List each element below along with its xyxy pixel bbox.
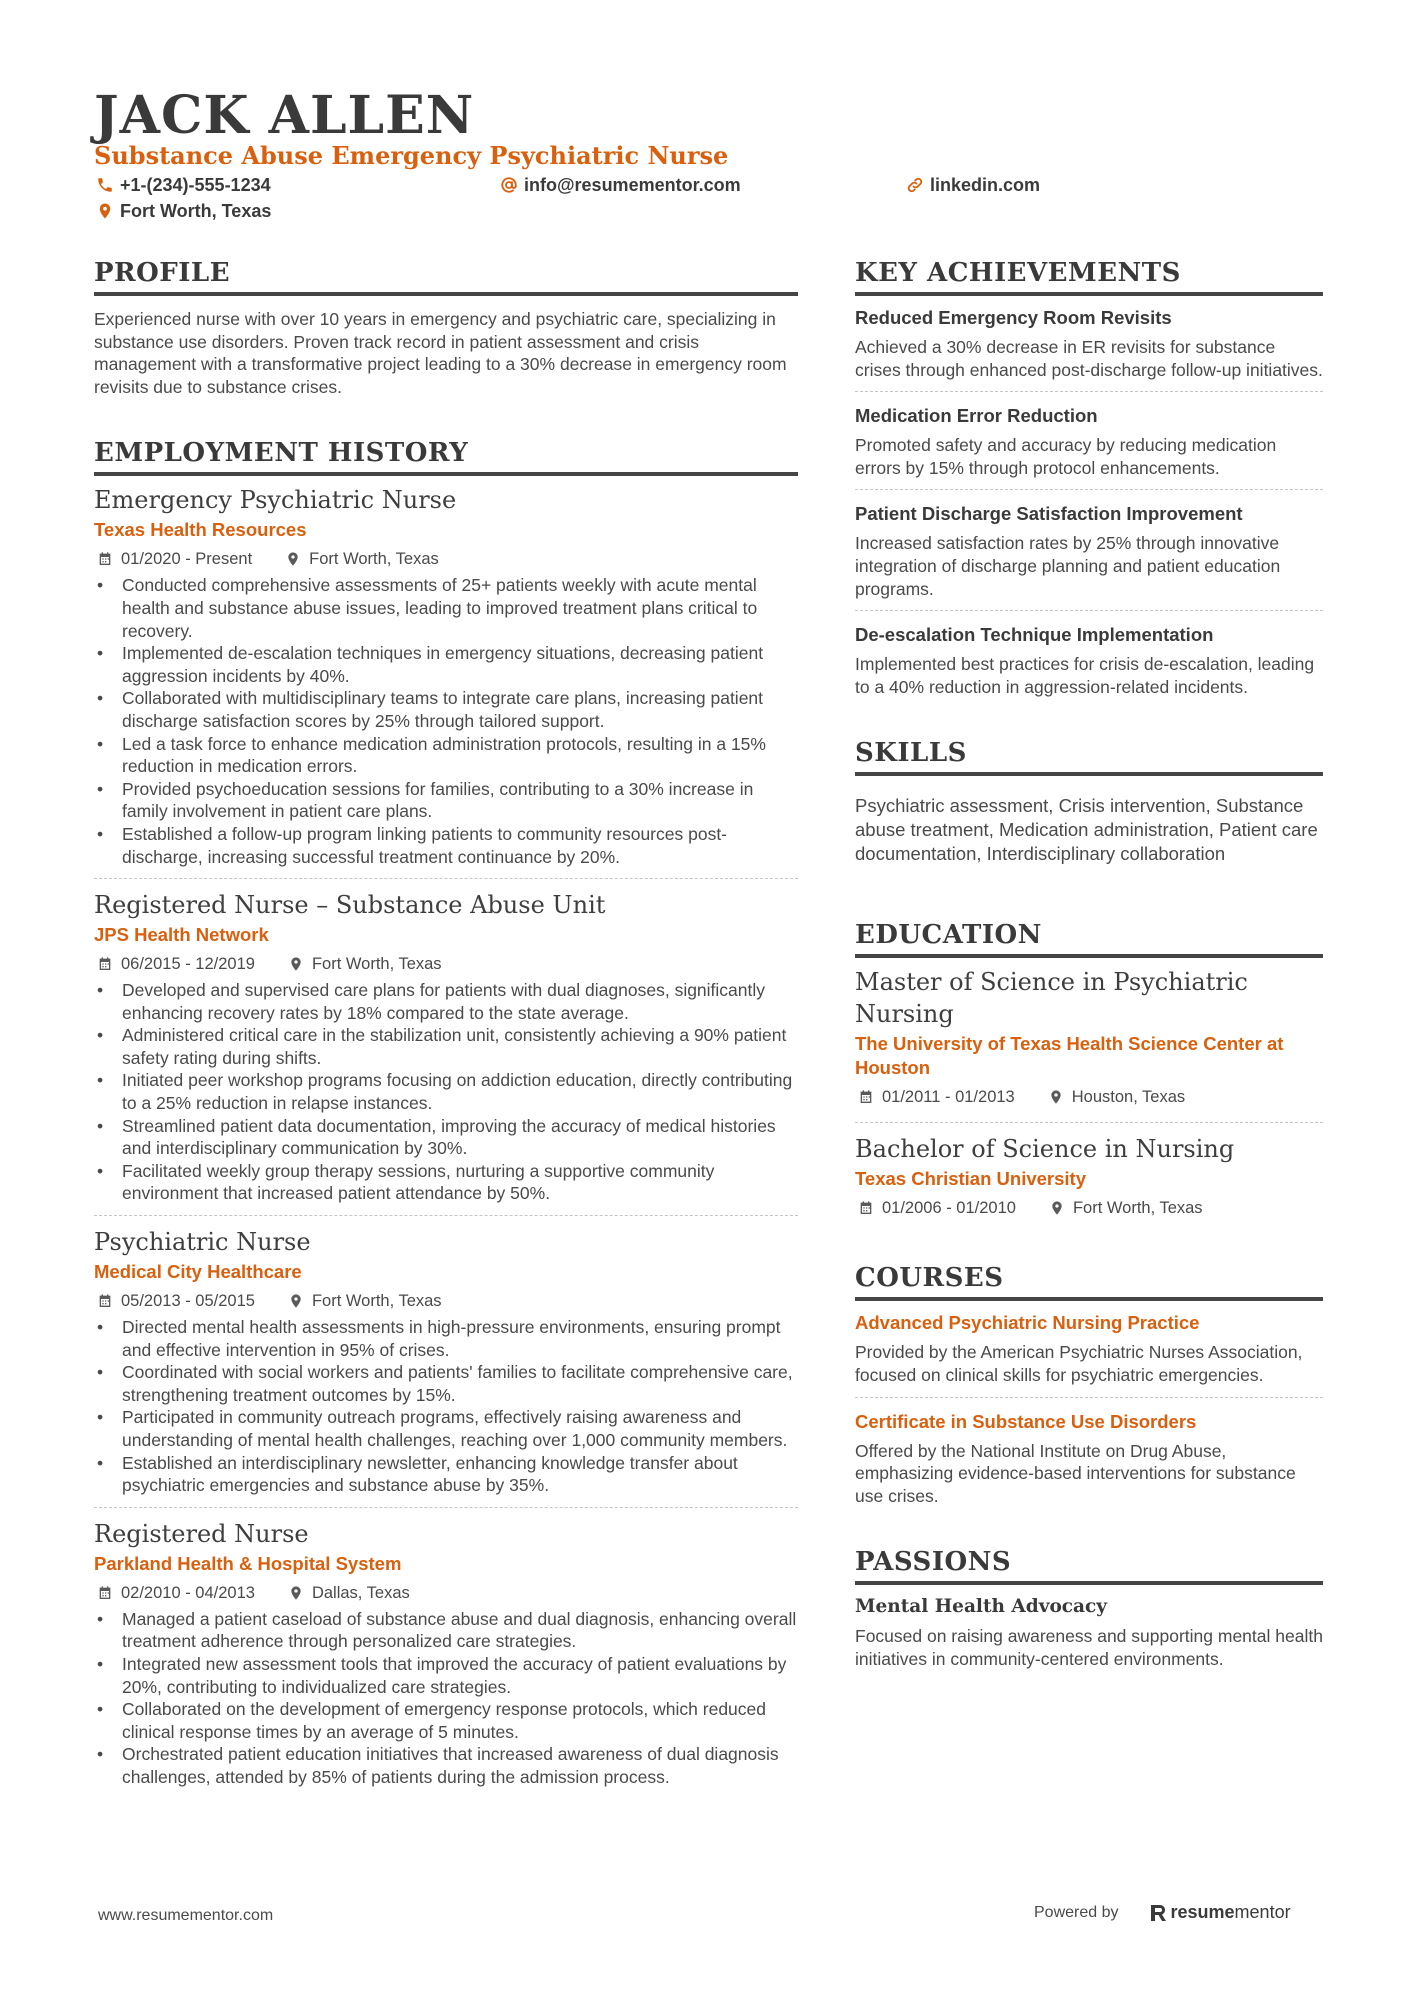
job-bullet: • Administered critical care in the stabilization unit, consistently achieving a 90% patient safety rating during shifts. xyxy=(94,1024,798,1069)
location-contact xyxy=(96,199,271,223)
achievement-item xyxy=(855,502,1323,611)
job-bullet: • Established an interdisciplinary newsletter, enhancing knowledge transfer about psychiatric emergencies and substance abuse by 35%. xyxy=(94,1452,798,1497)
job-entry xyxy=(94,1518,798,1799)
education-meta xyxy=(855,1086,1323,1108)
job-bullets xyxy=(94,1608,798,1789)
job-dates: 06/2015 - 12/2019 xyxy=(121,955,255,974)
calendar-icon xyxy=(97,1585,113,1601)
course-title: Advanced Psychiatric Nursing Practice xyxy=(855,1312,1200,1334)
achievement-text: Implemented best practices for crisis de-escalation, leading to a 40% reduction in aggression-related incidents. xyxy=(855,654,1315,697)
calendar-icon xyxy=(97,1293,113,1309)
job-bullet: • Collaborated with multidisciplinary teams to integrate care plans, increasing patient discharge satisfaction scores by 25% through tailored support. xyxy=(94,687,798,732)
course-item xyxy=(855,1410,1323,1518)
job-list xyxy=(94,484,798,1798)
linkedin-contact[interactable] xyxy=(906,173,1040,197)
email-text: info@resumementor.com xyxy=(524,175,741,195)
achievements-list xyxy=(855,306,1323,708)
job-entry xyxy=(94,484,798,879)
calendar-icon xyxy=(97,551,113,567)
profile-heading: PROFILE xyxy=(94,256,798,296)
location-pin-icon xyxy=(96,202,114,220)
education-location: Fort Worth, Texas xyxy=(1072,1199,1203,1218)
footer-powered xyxy=(1034,1902,1291,1923)
job-bullet: • Coordinated with social workers and patients' families to facilitate comprehensive care, strengthening treatment outcomes by 15%. xyxy=(94,1361,798,1406)
job-company: Medical City Healthcare xyxy=(94,1261,302,1283)
profile-text: Experienced nurse with over 10 years in emergency and psychiatric care, specializing in substance use disorders. Proven track record in patient assessment and crisis management with a transformative project leading to a 30% decrease in emergency room revisits due to substance crises. xyxy=(94,309,787,397)
education-school: Texas Christian University xyxy=(855,1168,1086,1190)
job-title: Registered Nurse xyxy=(94,1519,309,1548)
brand-logo[interactable] xyxy=(1149,1902,1291,1923)
job-meta xyxy=(94,1582,798,1604)
job-location: Fort Worth, Texas xyxy=(309,550,439,569)
education-dates: 01/2011 - 01/2013 xyxy=(882,1088,1015,1107)
location-pin-icon xyxy=(1048,1089,1064,1105)
powered-by-label: Powered by xyxy=(1034,1903,1119,1921)
job-bullet: • Managed a patient caseload of substance abuse and dual diagnosis, enhancing overall treatment adherence through personalized care strategies. xyxy=(94,1608,798,1653)
course-text: Offered by the National Institute on Drug Abuse, emphasizing evidence-based interventions for substance use crises. xyxy=(855,1440,1296,1506)
location-pin-icon xyxy=(285,551,301,567)
achievement-text: Achieved a 30% decrease in ER revisits for substance crises through enhanced post-discharge follow-up initiatives. xyxy=(855,337,1323,380)
email-contact[interactable] xyxy=(500,173,741,197)
job-company: Texas Health Resources xyxy=(94,519,307,541)
job-meta xyxy=(94,1290,798,1312)
achievement-item xyxy=(855,404,1323,490)
achievements-heading: KEY ACHIEVEMENTS xyxy=(855,256,1323,296)
phone-icon xyxy=(96,176,114,194)
achievement-title: De-escalation Technique Implementation xyxy=(855,624,1214,646)
education-item xyxy=(855,966,1323,1123)
education-item xyxy=(855,1133,1323,1233)
passions-heading: PASSIONS xyxy=(855,1545,1323,1585)
job-bullet: • Established a follow-up program linking patients to community resources post-discharge, increasing successful treatment continuance by 20%. xyxy=(94,823,798,868)
education-dates: 01/2006 - 01/2010 xyxy=(882,1199,1016,1218)
job-title: Psychiatric Nurse xyxy=(94,1228,311,1257)
job-bullet: • Provided psychoeducation sessions for families, contributing to a 30% increase in family involvement in patient care plans. xyxy=(94,778,798,823)
job-entry xyxy=(94,1226,798,1508)
location-pin-icon xyxy=(288,1585,304,1601)
job-meta xyxy=(94,953,798,975)
location-pin-icon xyxy=(288,1293,304,1309)
job-dates: 02/2010 - 04/2013 xyxy=(121,1583,255,1602)
job-company: JPS Health Network xyxy=(94,924,269,946)
passion-title: Mental Health Advocacy xyxy=(855,1596,1108,1618)
course-title: Certificate in Substance Use Disorders xyxy=(855,1410,1197,1432)
passions-list xyxy=(855,1595,1323,1670)
job-meta xyxy=(94,548,798,570)
achievement-title: Medication Error Reduction xyxy=(855,405,1098,427)
achievement-text: Promoted safety and accuracy by reducing medication errors by 15% through protocol enhancements. xyxy=(855,435,1277,478)
job-bullet: • Integrated new assessment tools that improved the accuracy of patient evaluations by 20%, contributing to individualized care strategies. xyxy=(94,1653,798,1698)
achievement-title: Reduced Emergency Room Revisits xyxy=(855,307,1172,328)
phone-contact[interactable] xyxy=(96,173,271,197)
calendar-icon xyxy=(858,1089,874,1105)
job-bullets xyxy=(94,574,798,868)
education-heading: EDUCATION xyxy=(855,918,1323,958)
achievement-item xyxy=(855,623,1323,708)
job-title: Registered Nurse – Substance Abuse Unit xyxy=(94,891,606,920)
education-degree: Master of Science in Psychiatric Nursing xyxy=(855,968,1248,1029)
achievement-title: Patient Discharge Satisfaction Improvement xyxy=(855,503,1243,525)
location-text: Fort Worth, Texas xyxy=(120,201,272,221)
at-icon xyxy=(500,176,518,194)
candidate-name: JACK ALLEN xyxy=(94,85,475,146)
passion-text: Focused on raising awareness and supporting mental health initiatives in community-centered environments. xyxy=(855,1626,1323,1669)
job-bullet: • Developed and supervised care plans for patients with dual diagnoses, significantly enhancing recovery rates by 18% compared to the state average. xyxy=(94,979,798,1024)
achievement-item xyxy=(855,306,1323,392)
job-dates: 01/2020 - Present xyxy=(121,550,253,569)
education-school: The University of Texas Health Science Center at Houston xyxy=(855,1033,1284,1079)
brand-name-bold: resume xyxy=(1170,1902,1235,1922)
candidate-title: Substance Abuse Emergency Psychiatric Nurse xyxy=(94,141,729,170)
employment-heading: EMPLOYMENT HISTORY xyxy=(94,436,798,476)
linkedin-text: linkedin.com xyxy=(930,175,1041,195)
location-pin-icon xyxy=(288,956,304,972)
location-pin-icon xyxy=(1049,1200,1065,1216)
job-bullets xyxy=(94,979,798,1205)
achievement-text: Increased satisfaction rates by 25% through innovative integration of discharge planning and patient education programs. xyxy=(855,533,1281,599)
job-bullet: • Collaborated on the development of emergency response protocols, which reduced clinical response times by an average of 5 minutes. xyxy=(94,1698,798,1743)
link-icon xyxy=(906,176,924,194)
job-location: Dallas, Texas xyxy=(311,1583,410,1602)
job-bullet: • Initiated peer workshop programs focusing on addiction education, directly contributing to a 25% reduction in relapse instances. xyxy=(94,1069,798,1114)
job-bullet: • Directed mental health assessments in high-pressure environments, ensuring prompt and effective intervention in 95% of crises. xyxy=(94,1316,798,1361)
job-title: Emergency Psychiatric Nurse xyxy=(94,486,457,515)
skills-text: Psychiatric assessment, Crisis intervention, Substance abuse treatment, Medication administration, Patient care documentation, Interdisciplinary collaboration xyxy=(855,795,1318,865)
education-degree: Bachelor of Science in Nursing xyxy=(855,1135,1235,1164)
passion-item xyxy=(855,1595,1323,1670)
resumementor-logo-icon xyxy=(1149,1903,1167,1923)
brand-name-light: mentor xyxy=(1234,1902,1291,1922)
job-bullet: • Facilitated weekly group therapy sessions, nurturing a supportive community environment that increased patient attendance by 50%. xyxy=(94,1160,798,1205)
education-meta xyxy=(855,1197,1323,1219)
job-bullets xyxy=(94,1316,798,1497)
calendar-icon xyxy=(858,1200,874,1216)
education-location: Houston, Texas xyxy=(1071,1088,1186,1107)
job-entry xyxy=(94,889,798,1216)
job-dates: 05/2013 - 05/2015 xyxy=(121,1292,255,1311)
course-item xyxy=(855,1311,1323,1397)
job-location: Fort Worth, Texas xyxy=(311,1292,442,1311)
footer-website[interactable]: www.resumementor.com xyxy=(98,1907,274,1924)
job-bullet: • Implemented de-escalation techniques in emergency situations, decreasing patient aggression incidents by 40%. xyxy=(94,642,798,687)
courses-list xyxy=(855,1311,1323,1517)
job-bullet: • Led a task force to enhance medication administration protocols, resulting in a 15% reduction in medication errors. xyxy=(94,733,798,778)
job-company: Parkland Health & Hospital System xyxy=(94,1552,402,1574)
courses-heading: COURSES xyxy=(855,1261,1323,1301)
job-bullet: • Streamlined patient data documentation, improving the accuracy of medical histories and interdisciplinary communication by 30%. xyxy=(94,1115,798,1160)
right-column xyxy=(855,256,1323,1671)
job-location: Fort Worth, Texas xyxy=(311,955,442,974)
job-bullet: • Participated in community outreach programs, effectively raising awareness and understanding of mental health challenges, reaching over 1,000 community members. xyxy=(94,1406,798,1451)
education-list xyxy=(855,966,1323,1233)
job-bullet: • Orchestrated patient education initiatives that increased awareness of dual diagnosis challenges, attended by 85% of patients during the admission process. xyxy=(94,1743,798,1788)
skills-heading: SKILLS xyxy=(855,736,1323,776)
course-text: Provided by the American Psychiatric Nurses Association, focused on clinical skills for psychiatric emergencies. xyxy=(855,1342,1303,1385)
phone-text: +1-(234)-555-1234 xyxy=(120,175,271,195)
job-bullet: • Conducted comprehensive assessments of 25+ patients weekly with acute mental health and substance abuse issues, leading to improved treatment plans critical to recovery. xyxy=(94,574,798,642)
left-column xyxy=(94,256,798,1809)
calendar-icon xyxy=(97,956,113,972)
